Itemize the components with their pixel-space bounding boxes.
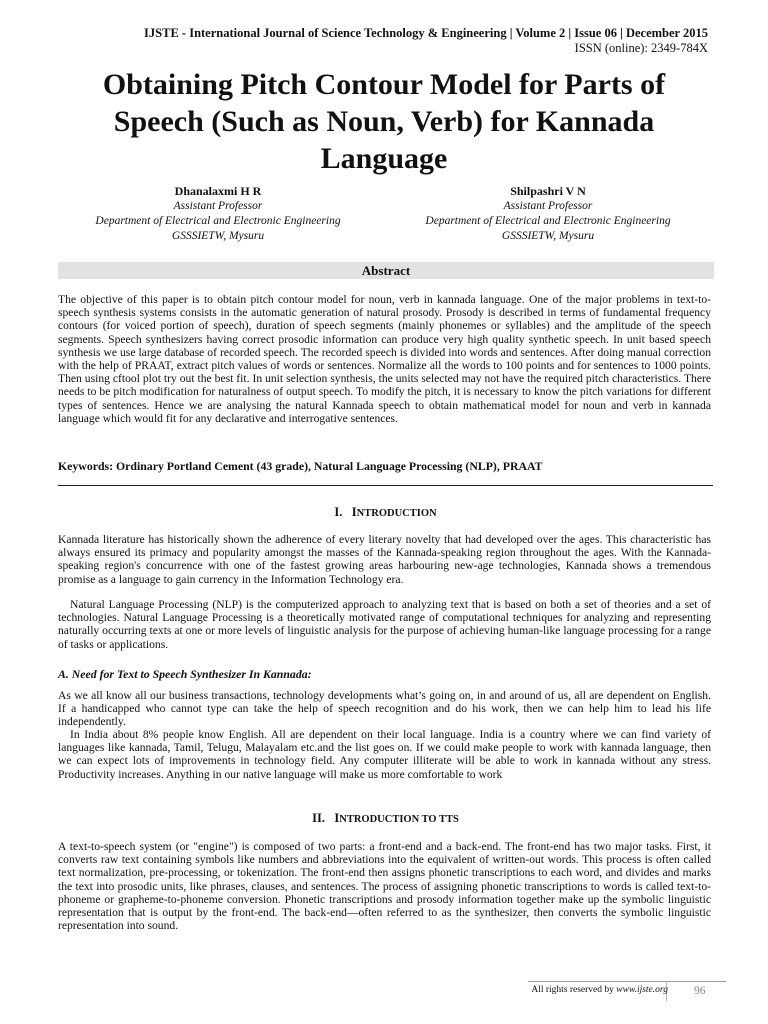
tts-paragraph-1: A text-to-speech system (or "engine") is composed of two parts: a front-end and a back-end. The front-end has two major tasks. First, it converts raw text containing symbols like numbers and abbreviations into the equivalent of written-out words. This process is often called text normalization, pre-processing, or tokenization. The front-end then assigns phonetic transcriptions to each word, and divides and marks the text into prosodic units, like phrases, clauses, and sentences. The process of assigning phonetic transcriptions to words is called text-to-phoneme or grapheme-to-phoneme conversion. Phonetic transcriptions and prosody information together make up the symbolic linguistic representation that is output by the front-end. The back-end—often referred to as the synthesizer, then converts the symbolic linguistic representation into sound.	[58, 840, 711, 933]
footer-rights	[531, 985, 668, 995]
footer-site-link[interactable]: www.ijste.org	[616, 985, 668, 995]
section-title-tail: TTS	[439, 814, 459, 825]
author-name: Dhanalaxmi H R	[174, 184, 262, 198]
paper-title: Obtaining Pitch Contour Model for Parts of Speech (Such as Noun, Verb) for Kannada Language	[102, 68, 666, 175]
footer-rule	[528, 981, 726, 982]
footer-rights-text: All rights reserved by	[531, 985, 617, 995]
author-role: Assistant Professor	[503, 200, 593, 212]
author-block-2	[398, 184, 698, 244]
abstract-heading: Abstract	[58, 262, 714, 279]
journal-header: IJSTE - International Journal of Science Technology & Engineering | Volume 2 | Issue 06 | December 2015	[144, 26, 708, 40]
subsection-a-paragraph-2: In India about 8% people know English. All are dependent on their local language. India is a country where we can find variety of languages like kannada, Tamil, Telugu, Malayalam etc.and the list goes on. If we could make people to work with kannada language, then we can expect lots of improvements in technology field. Any computer illiterate will be able to work in kannada without any stress. Productivity increases. Anything in our native language will make us more comfortable to work	[58, 728, 711, 781]
section-heading-tts	[58, 811, 713, 826]
subsection-heading-a: A. Need for Text to Speech Synthesizer In Kannada:	[58, 667, 312, 681]
issn-line: ISSN (online): 2349-784X	[574, 41, 708, 55]
section-number: II.	[312, 811, 325, 825]
page-number: 96	[694, 985, 706, 997]
section-heading-introduction	[58, 505, 713, 520]
section-title-cap: I	[351, 505, 357, 519]
section-number: I.	[334, 505, 343, 519]
author-role: Assistant Professor	[173, 200, 263, 212]
section-divider	[58, 485, 713, 486]
intro-paragraph-1: Kannada literature has historically shown the adherence of every literary novelty that had developed over the ages. This characteristic has always ensured its primacy and popularity amongst the masses of the Kannada-speaking region throughout the ages. With the Kannada-speaking region's concurrence with one of the fastest growing areas harbouring new-age technologies, Kannada shows a tremendous promise as a language to gain currency in the Information Technology era.	[58, 533, 711, 586]
section-title-cap: I	[334, 811, 340, 825]
author-name: Shilpashri V N	[510, 184, 586, 198]
subsection-a-paragraph-1: As we all know all our business transactions, technology developments what’s going on, in and around of us, all are dependent on English. If a handicapped who cannot type can take the help of speech recognition and do his work, then we can help him to lead his life independently.	[58, 689, 711, 729]
author-institution: GSSSIETW, Mysuru	[501, 230, 595, 242]
section-title-rest: NTRODUCTION TO	[339, 814, 440, 825]
keywords: Keywords: Ordinary Portland Cement (43 grade), Natural Language Processing (NLP), PRAAT	[58, 459, 543, 473]
section-title-rest: NTRODUCTION	[356, 508, 437, 519]
abstract-text: The objective of this paper is to obtain pitch contour model for noun, verb in kannada language. One of the major problems in text-to-speech synthesis systems consists in the automatic generation of natural prosody. Prosody is described in terms of fundamental frequency contours (for voiced portion of speech), duration of speech segments (mainly phonemes or syllables) and the amplitude of the speech segments. Speech synthesizers having correct prosodic information can produce very high quality synthetic speech. In unit based speech synthesis we use large database of recorded speech. The recorded speech is divided into words and sentences. After doing manual correction with the help of PRAAT, extract pitch values of words or sentences. Normalize all the words to 100 points and for sentences to 1000 points. Then using cftool plot try out the best fit. In unit selection synthesis, the units selected may not have the required pitch characteristics. There needs to be pitch modification for naturalness of output speech. To modify the pitch, it is necessary to know the pitch variations for different types of sentences. Hence we are analysing the natural Kannada speech to obtain mathematical model for noun and verb in kannada language which would fit for any declarative and interrogative sentences.	[58, 293, 711, 425]
author-institution: GSSSIETW, Mysuru	[171, 230, 265, 242]
author-block-1	[68, 184, 368, 244]
author-department: Department of Electrical and Electronic Engineering	[95, 215, 341, 227]
intro-paragraph-2: Natural Language Processing (NLP) is the computerized approach to analyzing text that is based on both a set of theories and a set of technologies. Natural Language Processing is a theoretically motivated range of computational techniques for analyzing and representing naturally occurring texts at one or more levels of linguistic analysis for the purpose of achieving human-like language processing for a range of tasks or applications.	[58, 598, 711, 651]
author-department: Department of Electrical and Electronic Engineering	[425, 215, 671, 227]
